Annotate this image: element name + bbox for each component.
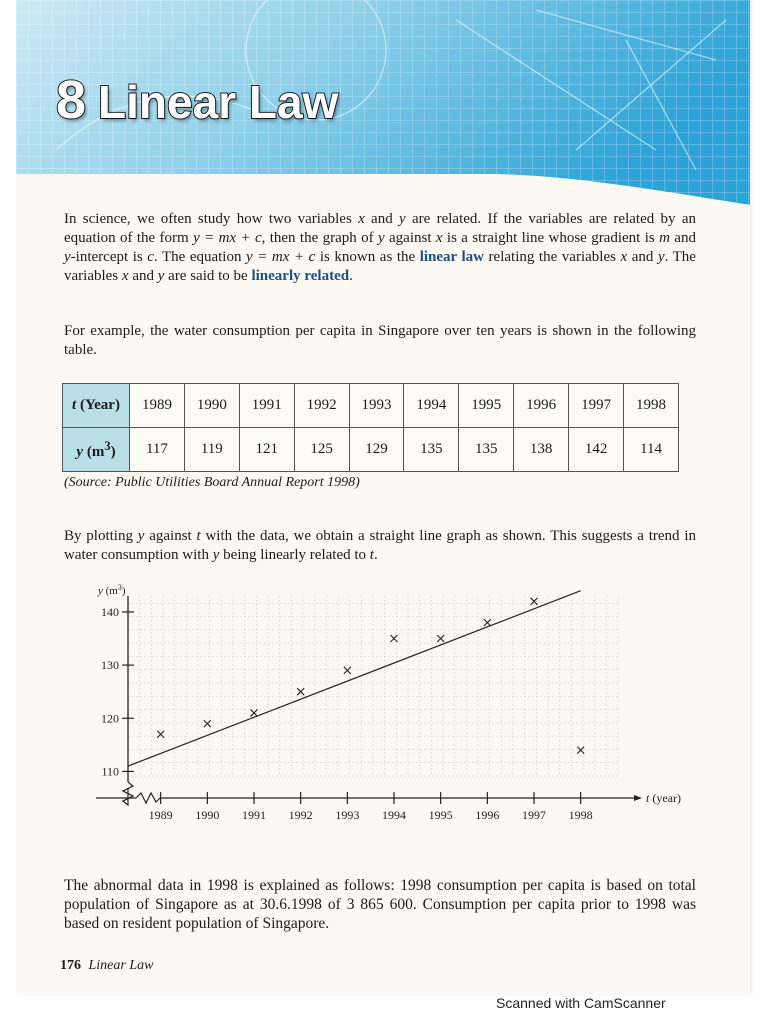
chapter-title [56, 70, 338, 132]
x-tick-label: 1992 [288, 808, 313, 822]
abnormal-data-paragraph: The abnormal data in 1998 is explained as follows: 1998 consumption per capita is based on total population of Singapore as at 30.6.1998 of 3 865 600. Consumption per capita prior to 1998 was based on resident population of Singapore. [64, 877, 696, 932]
data-point [204, 720, 211, 727]
table-row-year [63, 384, 679, 428]
data-point [484, 619, 491, 626]
data-point [297, 688, 304, 695]
table-row-consumption [63, 428, 679, 472]
x-tick-label: 1996 [475, 808, 500, 822]
x-tick-label: 1993 [335, 808, 360, 822]
table-cell: 1989 [130, 384, 185, 428]
table-cell: 114 [624, 428, 679, 472]
example-paragraph: For example, the water consumption per capita in Singapore over ten years is shown in the following table. [64, 323, 696, 358]
table-cell: 138 [514, 428, 569, 472]
plotting-paragraph: By plotting y against t with the data, we obtain a straight line graph as shown. This suggests a trend in water consumption with y being linearly related to t. [64, 528, 696, 563]
data-point [157, 731, 164, 738]
graph-axes [96, 596, 642, 805]
x-tick-label: 1994 [382, 808, 406, 822]
y-tick-label: 130 [101, 658, 119, 673]
table-cell: 1993 [349, 384, 404, 428]
term-linearly-related: linearly related [251, 268, 350, 284]
y-tick-label: 110 [101, 764, 119, 779]
table-cell: 1990 [184, 384, 239, 428]
y-axis-label: y $(m^3)$ [98, 582, 126, 597]
consumption-graph [86, 582, 686, 832]
y-tick-label: 140 [101, 604, 119, 619]
camscanner-watermark: Scanned with CamScanner [496, 995, 666, 1011]
data-point [391, 635, 398, 642]
intro-paragraph: In science, we often study how two variables x and y are related. If the variables are related by an equation of the form y = mx + c, then the graph of y against x is a straight line whose gradient is m and y-intercept is c. The equation y = mx + c is known as the linear law relating the variables x and y. The variables x and y are said to be linearly related. [64, 211, 696, 284]
chapter-banner [16, 0, 750, 205]
data-point [577, 747, 584, 754]
table-source: (Source: Public Utilities Board Annual Report 1998) [64, 475, 360, 490]
table-cell: 1992 [294, 384, 349, 428]
graph-grid [128, 596, 618, 776]
x-axis-arrow [634, 795, 642, 801]
table-cell: 1994 [404, 384, 459, 428]
data-point [344, 667, 351, 674]
trend-line [128, 591, 581, 766]
data-point [437, 635, 444, 642]
x-tick-label: 1998 [568, 808, 593, 822]
x-axis-label: t (year) [646, 791, 681, 805]
table-cell: 117 [130, 428, 185, 472]
table-cell: 125 [294, 428, 349, 472]
table-cell: 119 [184, 428, 239, 472]
x-tick-label: 1995 [428, 808, 453, 822]
table-cell: 1995 [459, 384, 514, 428]
x-axis-break [136, 793, 160, 803]
page-footer [60, 958, 153, 974]
table-cell: 1996 [514, 384, 569, 428]
term-linear-law: linear law [419, 249, 484, 265]
water-consumption-table [62, 383, 679, 472]
y-axis-break [123, 782, 133, 805]
row-header-year: t (Year) [63, 384, 130, 428]
chapter-number: 8 [56, 70, 87, 130]
textbook-page [16, 0, 750, 994]
x-tick-label: 1997 [522, 808, 546, 822]
table-cell: 121 [239, 428, 294, 472]
x-tick-label: 1990 [195, 808, 220, 822]
table-cell: 1998 [624, 384, 679, 428]
footer-chapter-name: Linear Law [88, 958, 154, 973]
table-cell: 135 [404, 428, 459, 472]
page-number: 176 [60, 958, 81, 973]
chapter-name: Linear Law [98, 76, 339, 128]
row-header-consumption: y $(m^3)$ [63, 428, 130, 472]
x-tick-label: 1989 [148, 808, 173, 822]
table-cell: 1991 [239, 384, 294, 428]
table-cell: 142 [569, 428, 624, 472]
table-cell: 135 [459, 428, 514, 472]
y-tick-label: 120 [101, 711, 119, 726]
table-cell: 129 [349, 428, 404, 472]
x-tick-label: 1991 [242, 808, 266, 822]
table-cell: 1997 [569, 384, 624, 428]
